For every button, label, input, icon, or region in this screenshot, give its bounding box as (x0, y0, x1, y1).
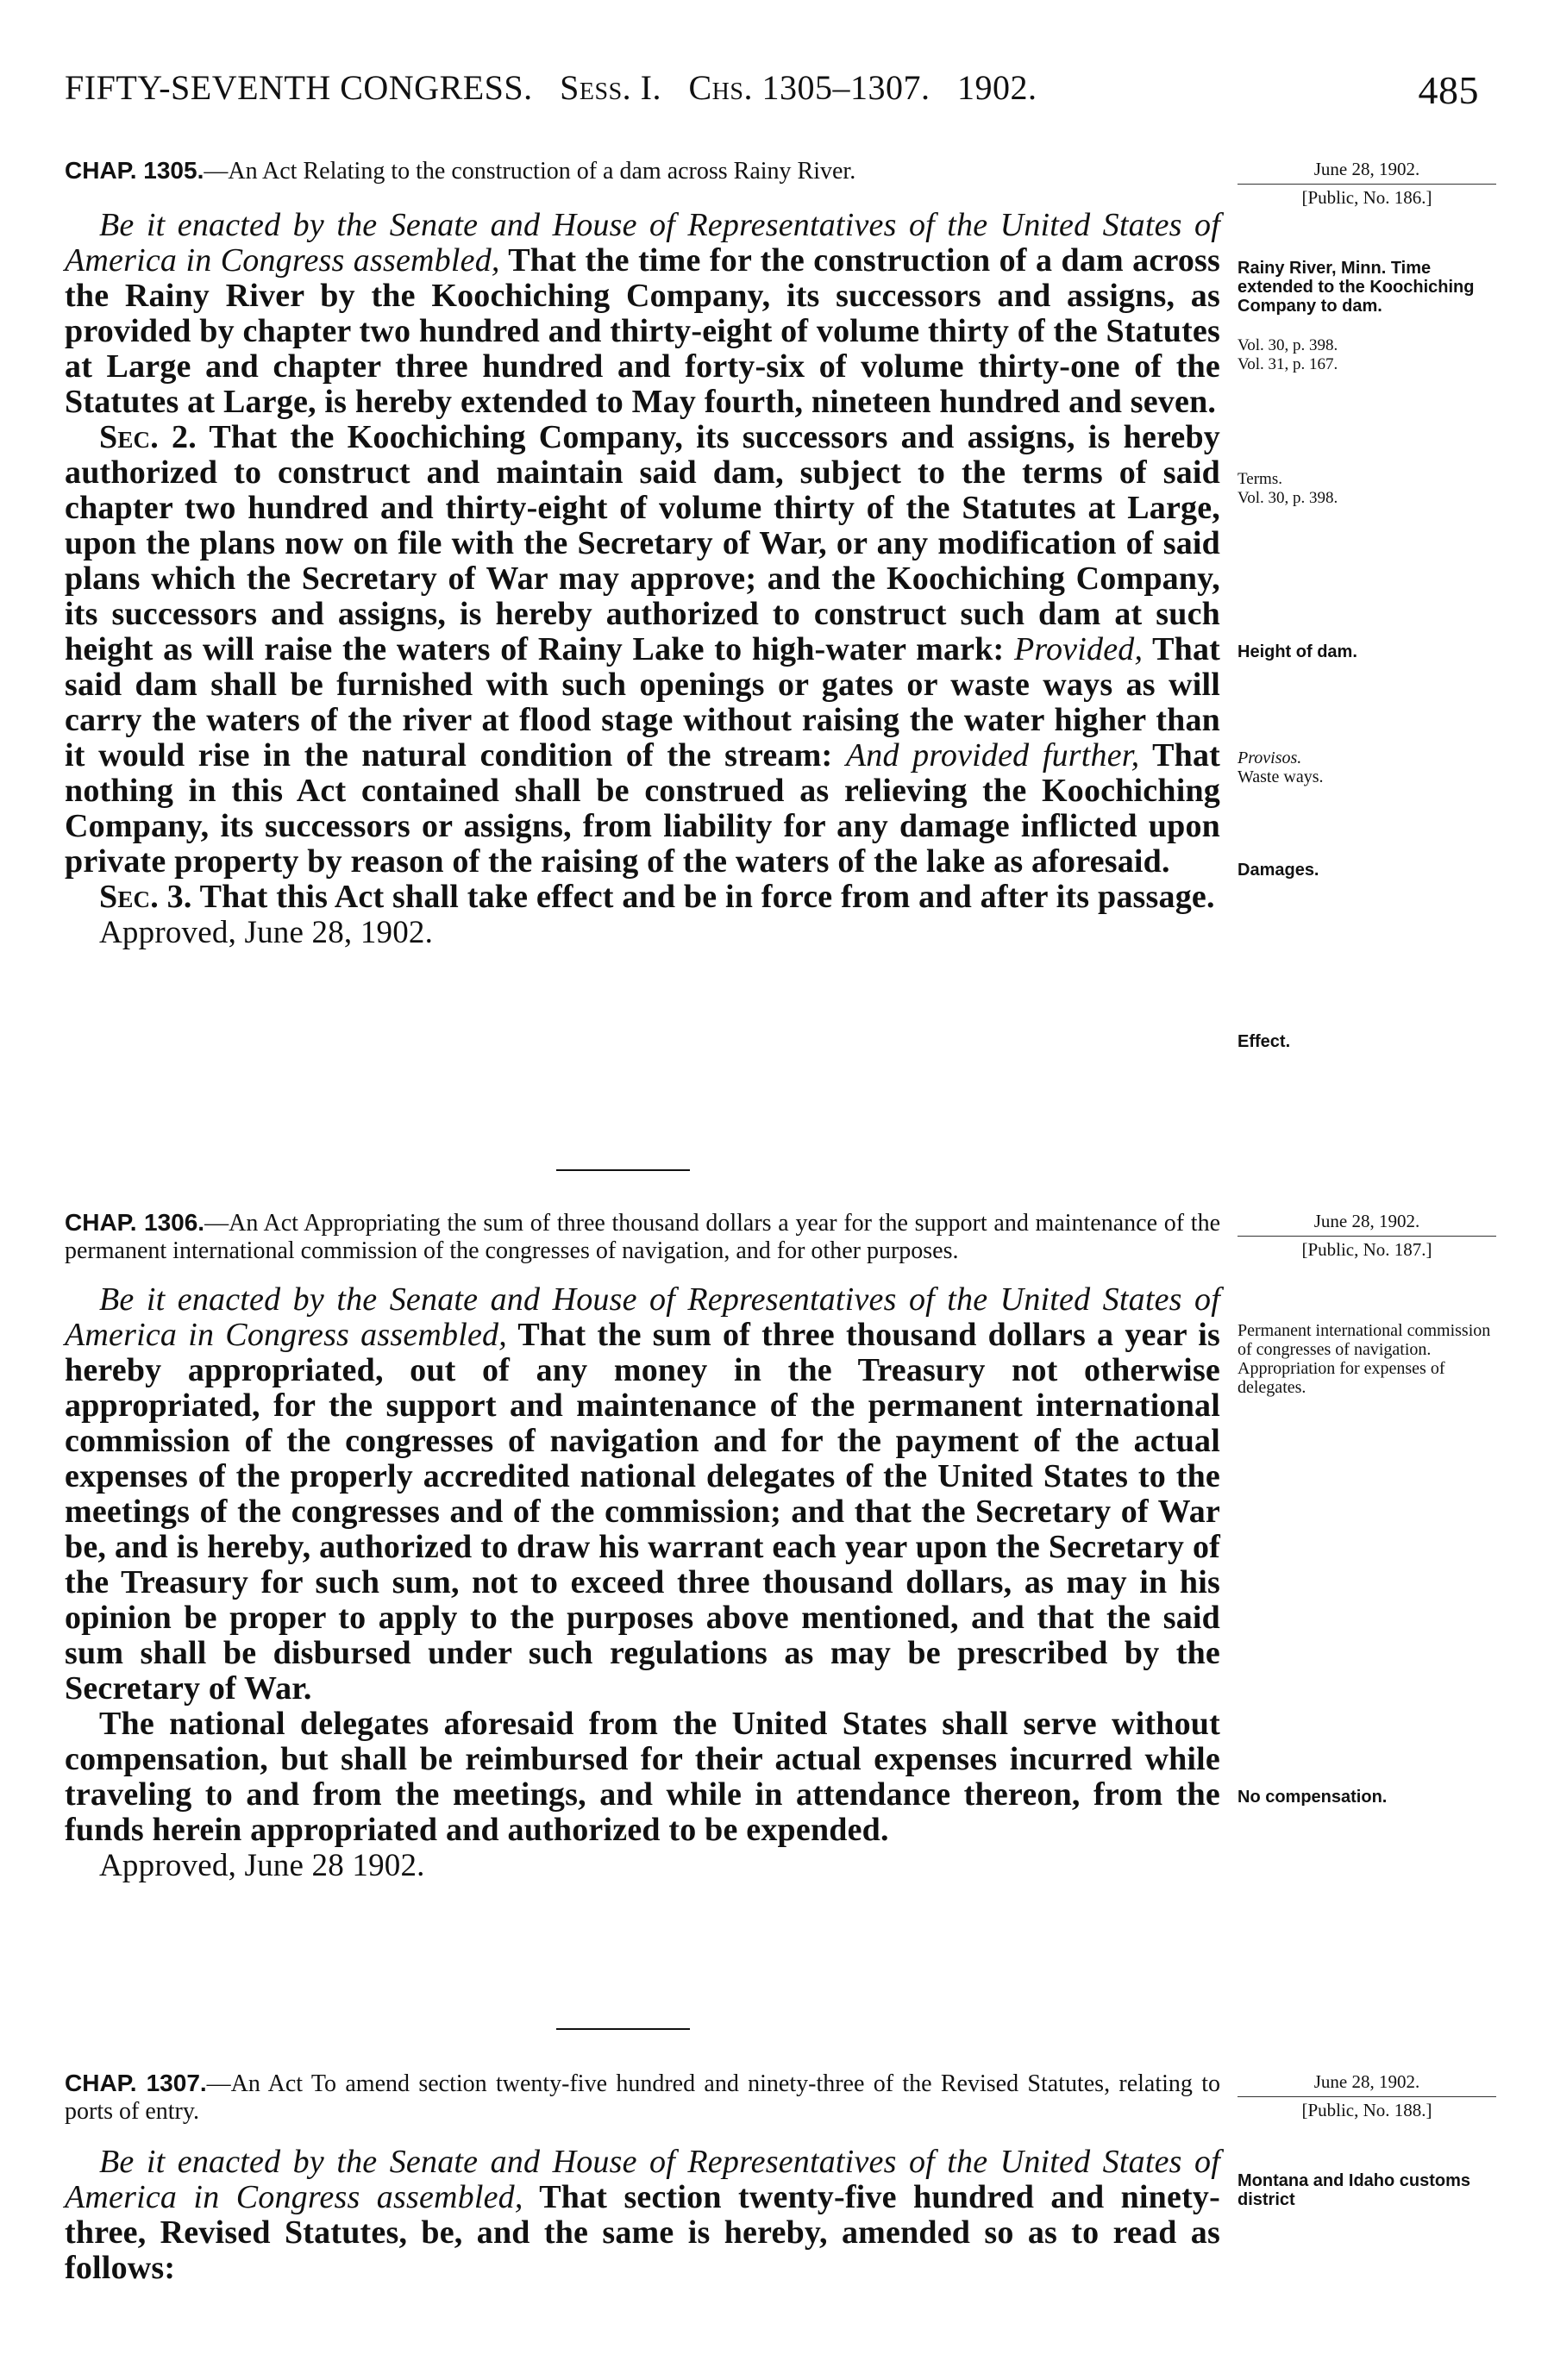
chap-1306-margin-notes (1238, 1211, 1496, 1261)
chap-1307-paragraph-1-text: That section twenty-five hundred and ninety-three, Revised Statutes, be, and the same is hereby, amended so as to read as follows: (65, 2179, 1220, 2286)
chap-1305-sec2-label: Sec. 2. (99, 419, 197, 455)
chap-1306-number: CHAP. 1306. (65, 1209, 205, 1236)
note-terms-label: Terms. (1238, 470, 1282, 488)
chap-1305-public-number: [Public, No. 186.] (1238, 184, 1496, 209)
chap-1305-heading (65, 157, 1220, 185)
chap-1305-section-1 (65, 208, 1220, 420)
note-provisos-label: Provisos. (1238, 748, 1302, 767)
chap-1307-date: June 28, 1902. (1313, 2071, 1420, 2092)
chap-1305 (65, 157, 1220, 951)
chap-1307-margin-notes (1238, 2071, 1496, 2121)
ref-vol-31: Vol. 31, p. 167. (1238, 355, 1338, 373)
chap-1305-note-damages (1238, 861, 1496, 880)
chapters-label: Chs. 1305–1307. (688, 68, 931, 107)
chap-1305-and-provided-further: And provided further, (845, 737, 1140, 774)
chap-1306-paragraph-1-text: That the sum of three thousand dollars a year is hereby appropriated, out of any money in the Treasury not otherwise appropriated, for the support and maintenance of the permanent international commission of the congresses of navigation and for the payment of the actual expenses of the properly accredited national delegates of the United States to the meetings of the congresses and of the commission; and that the Secretary of War be, and is hereby, authorized to draw his warrant each year upon the Secretary of the Treasury for such sum, not to exceed three thousand dollars, as may in his opinion be proper to apply to the purposes above mentioned, and that the said sum shall be disbursed under such regulations as may be prescribed by the Secretary of War. (65, 1317, 1221, 1707)
chap-1305-enacting-clause: Be it enacted by the Senate and House of Representatives of the United States of America in Congress assembled, (65, 207, 1220, 279)
chap-1305-date: June 28, 1902. (1313, 159, 1420, 179)
chap-1307-public-number: [Public, No. 188.] (1238, 2096, 1496, 2121)
chap-1305-margin-notes (1238, 159, 1496, 209)
chap-1305-section-3 (65, 880, 1220, 915)
ref-vol-30: Vol. 30, p. 398. (1238, 336, 1338, 354)
chap-1306-paragraph-2: The national delegates aforesaid from the United States shall serve without compensation, but shall be reimbursed for their actual expenses incurred while traveling to and from the meetings, and while in attendance thereon, from the funds herein appropriated and authorized to be expended. (65, 1706, 1220, 1848)
chap-1306-note-commission (1238, 1321, 1496, 1397)
chap-1307-enacting-clause: Be it enacted by the Senate and House of Representatives of the United States of America in Congress assembled, (65, 2144, 1220, 2215)
chap-1305-note-effect (1238, 1032, 1496, 1051)
chap-1305-note-provisos (1238, 748, 1496, 786)
running-head-left (65, 67, 1037, 108)
chap-1305-section-1-text: That the time for the construction of a dam across the Rainy River by the Koochiching Company, its successors and assigns, as provided by chapter two hundred and thirty-eight of volume thirty of the Statutes at Large and chapter three hundred and forty-six of volume thirty-one of the Statutes at Large, is hereby extended to May fourth, nineteen hundred and seven. (65, 242, 1221, 420)
chap-1305-note-height (1238, 642, 1496, 661)
note-commission-text: Permanent international commission of congresses of navigation. (1238, 1321, 1491, 1359)
chap-1305-title: —An Act Relating to the construction of a dam across Rainy River. (204, 158, 856, 185)
session-label: Sess. I. (560, 68, 661, 107)
note-rainy-river-text: Rainy River, Minn. Time extended to the Koochiching Company to dam. (1238, 259, 1475, 316)
chap-1305-provided: Provided, (1013, 631, 1144, 667)
chap-1306 (65, 1209, 1220, 1884)
note-no-compensation-text: No compensation. (1238, 1788, 1388, 1807)
running-head (65, 67, 1479, 119)
note-waste-ways: Waste ways. (1238, 767, 1324, 786)
chap-1305-note-terms (1238, 470, 1496, 508)
chap-1307-heading (65, 2070, 1220, 2126)
chap-1305-sec2-text-a: That the Koochiching Company, its successors and assigns, is hereby authorized to construct and maintain said dam, subject to the terms of said chapter two hundred and thirty-eight of volume thirty of the Statutes at Large, upon the plans now on file with the Secretary of War, or any modification of said plans which the Secretary of War may approve; and the Koochiching Company, its successors and assigns, is hereby authorized to construct such dam at such height as will raise the waters of Rainy Lake to high-water mark: (65, 419, 1220, 667)
chap-1305-sec2-text-c: That nothing in this Act contained shall be construed as relieving the Koochiching Company, its successors or assigns, from liability for any damage inflicted upon private property by reason of the raising of the waters of the lake as aforesaid. (65, 737, 1220, 880)
chap-1306-approved: Approved, June 28 1902. (99, 1848, 425, 1883)
chap-1307-title: —An Act To amend section twenty-five hundred and ninety-three of the Revised Statutes, relating to ports of entry. (65, 2070, 1220, 2125)
note-height-text: Height of dam. (1238, 642, 1357, 661)
chap-1305-sec2-text-b: That said dam shall be furnished with such openings or gates or waste ways as will carry the waters of the river at flood stage without raising the water higher than it would rise in the natural condition of the stream: (65, 631, 1220, 774)
chap-1307-note-customs (1238, 2171, 1496, 2209)
note-damages-text: Damages. (1238, 861, 1319, 880)
chap-1305-ref-1 (1238, 336, 1496, 374)
year-label: 1902. (956, 68, 1037, 107)
chap-1307-paragraph-1 (65, 2145, 1220, 2286)
chap-1305-section-2 (65, 420, 1220, 880)
chap-1306-public-number: [Public, No. 187.] (1238, 1236, 1496, 1261)
chap-1306-note-no-compensation (1238, 1788, 1496, 1807)
chap-1305-approved: Approved, June 28, 1902. (99, 915, 434, 950)
chap-1305-sec3-text: That this Act shall take effect and be in force from and after its passage. (199, 879, 1215, 915)
chap-1306-title: —An Act Appropriating the sum of three thousand dollars a year for the support and maintenance of the permanent international commission of the congresses of navigation, and for other purposes. (65, 1210, 1220, 1264)
chap-1307-number: CHAP. 1307. (65, 2070, 207, 2096)
chap-1306-heading (65, 1209, 1220, 1265)
section-divider-1 (556, 1169, 690, 1171)
chap-1305-number: CHAP. 1305. (65, 157, 204, 184)
note-effect-text: Effect. (1238, 1032, 1291, 1051)
page-number: 485 (1418, 68, 1479, 112)
section-divider-2 (556, 2028, 690, 2030)
chap-1305-sec3-label: Sec. 3. (99, 879, 192, 915)
congress-label: FIFTY-SEVENTH CONGRESS. (65, 68, 533, 107)
chap-1306-paragraph-1 (65, 1282, 1220, 1707)
note-terms-ref: Vol. 30, p. 398. (1238, 489, 1338, 507)
note-customs-text: Montana and Idaho customs district (1238, 2171, 1471, 2209)
chap-1306-enacting-clause: Be it enacted by the Senate and House of Representatives of the United States of America in Congress assembled, (65, 1281, 1220, 1353)
chap-1306-date: June 28, 1902. (1313, 1211, 1420, 1231)
chap-1307 (65, 2070, 1220, 2286)
note-appropriation-text: Appropriation for expenses of delegates. (1238, 1359, 1445, 1397)
chap-1305-note-rainy-river (1238, 259, 1496, 316)
